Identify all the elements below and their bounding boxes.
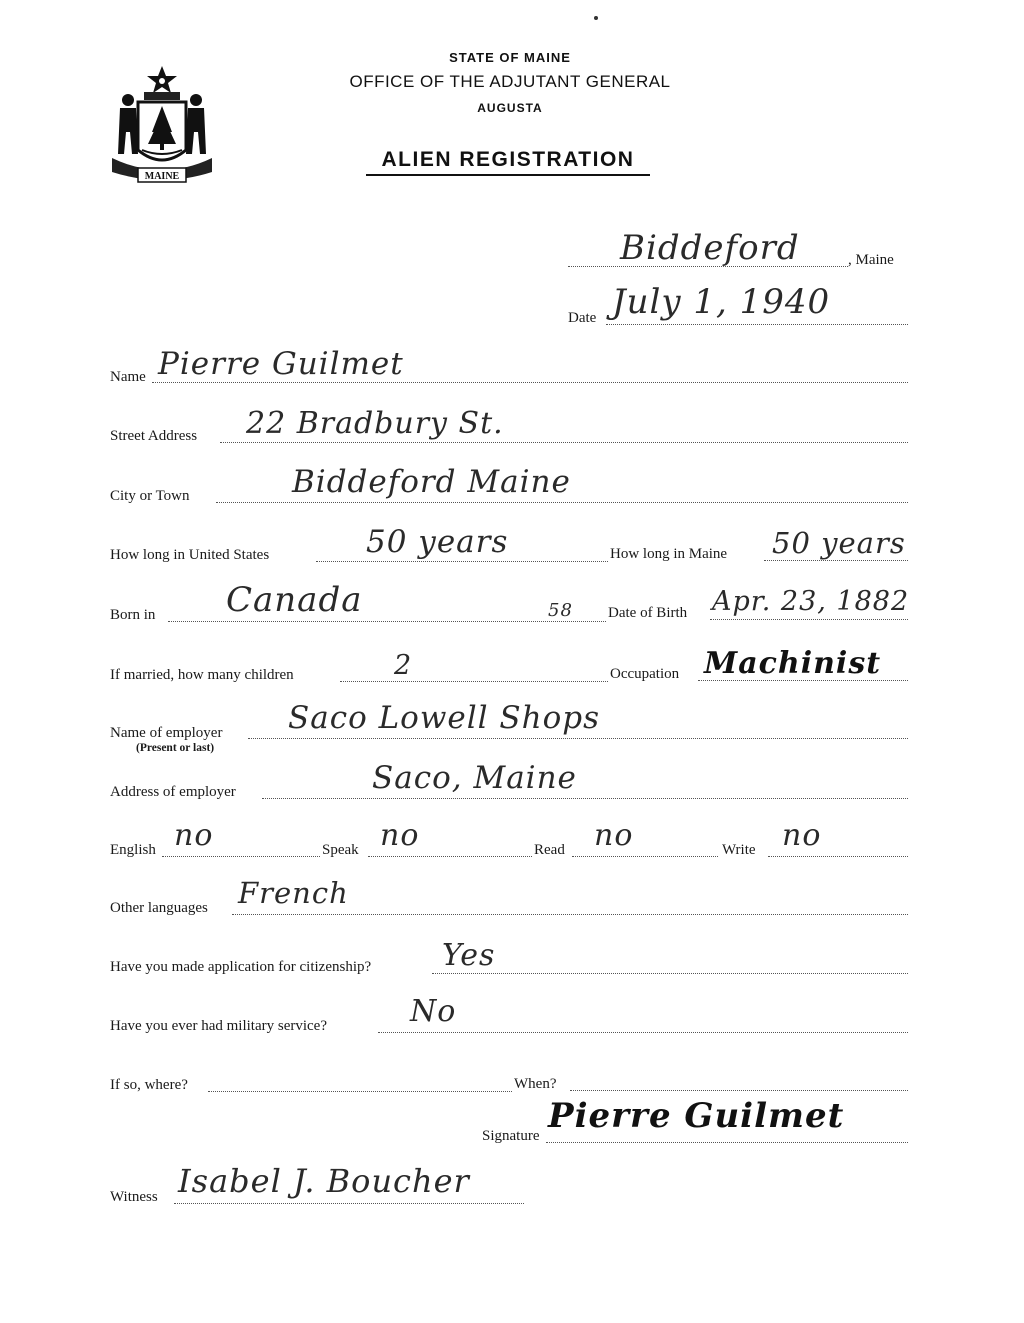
where-label: If so, where? — [110, 1077, 188, 1093]
read-label: Read — [534, 842, 565, 858]
town-value: Biddeford — [620, 228, 800, 268]
us-field[interactable] — [316, 561, 608, 562]
when-field[interactable] — [570, 1090, 908, 1091]
speak-field[interactable] — [368, 856, 532, 857]
header-state: STATE OF MAINE — [449, 50, 571, 65]
english-label: English — [110, 842, 156, 858]
signature-field[interactable] — [546, 1142, 908, 1143]
children-value: 2 — [394, 650, 413, 681]
employer-address-label: Address of employer — [110, 784, 236, 800]
born-value: Canada — [226, 580, 363, 620]
street-value: 22 Bradbury St. — [246, 406, 504, 441]
name-field[interactable] — [152, 382, 908, 383]
employer-sublabel: (Present or last) — [136, 742, 215, 754]
employer-field[interactable] — [248, 738, 908, 739]
city-label: City or Town — [110, 488, 190, 504]
children-label: If married, how many children — [110, 667, 294, 683]
military-field[interactable] — [378, 1032, 908, 1033]
where-field[interactable] — [208, 1091, 512, 1092]
dob-value: Apr. 23, 1882 — [712, 586, 910, 617]
occupation-value: Machinist — [704, 646, 882, 681]
citizenship-field[interactable] — [432, 973, 908, 974]
maine-label: How long in Maine — [610, 546, 728, 562]
us-value: 50 years — [366, 524, 509, 560]
maine-field[interactable] — [764, 560, 908, 561]
street-label: Street Address — [110, 428, 198, 444]
born-label: Born in — [110, 607, 156, 623]
speak-label: Speak — [322, 842, 359, 858]
town-label: , Maine — [848, 252, 894, 268]
read-value: no — [594, 818, 634, 853]
citizenship-label: Have you made application for citizenship? — [110, 959, 372, 975]
signature-value: Pierre Guilmet — [548, 1096, 845, 1136]
form-title: ALIEN REGISTRATION — [366, 148, 650, 176]
header-city: AUGUSTA — [477, 101, 543, 115]
name-value: Pierre Guilmet — [158, 346, 404, 382]
other-languages-label: Other languages — [110, 900, 208, 916]
military-label: Have you ever had military service? — [110, 1018, 327, 1034]
date-value: July 1, 1940 — [612, 282, 831, 322]
occupation-label: Occupation — [610, 666, 680, 682]
speak-value: no — [380, 818, 420, 853]
other-languages-value: French — [238, 876, 349, 910]
svg-text:MAINE: MAINE — [144, 171, 180, 182]
date-label: Date — [568, 310, 597, 326]
maine-value: 50 years — [772, 526, 906, 560]
name-label: Name — [110, 369, 146, 385]
witness-value: Isabel J. Boucher — [178, 1162, 470, 1200]
city-value: Biddeford Maine — [292, 464, 571, 500]
english-field[interactable] — [162, 856, 320, 857]
employer-address-value: Saco, Maine — [372, 760, 577, 796]
witness-label: Witness — [110, 1189, 158, 1205]
header-office: OFFICE OF THE ADJUTANT GENERAL — [349, 72, 671, 91]
write-value: no — [782, 818, 822, 853]
children-field[interactable] — [340, 681, 608, 682]
read-field[interactable] — [572, 856, 718, 857]
write-field[interactable] — [768, 856, 908, 857]
us-label: How long in United States — [110, 547, 270, 563]
employer-value: Saco Lowell Shops — [288, 700, 601, 736]
employer-address-field[interactable] — [262, 798, 908, 799]
street-field[interactable] — [220, 442, 908, 443]
employer-label: Name of employer — [110, 725, 223, 741]
ink-dot — [594, 16, 598, 20]
city-field[interactable] — [216, 502, 908, 503]
military-value: No — [410, 994, 457, 1029]
witness-field[interactable] — [174, 1203, 524, 1204]
when-label: When? — [514, 1076, 557, 1092]
date-field[interactable] — [606, 324, 908, 325]
english-value: no — [174, 818, 214, 853]
citizenship-value: Yes — [442, 938, 496, 973]
dob-field[interactable] — [710, 619, 908, 620]
write-label: Write — [722, 842, 756, 858]
other-languages-field[interactable] — [232, 914, 908, 915]
maine-state-seal-icon — [108, 62, 216, 190]
age-value: 58 — [548, 600, 573, 621]
signature-label: Signature — [482, 1128, 540, 1144]
dob-label: Date of Birth — [608, 605, 688, 621]
born-field[interactable] — [168, 621, 606, 622]
